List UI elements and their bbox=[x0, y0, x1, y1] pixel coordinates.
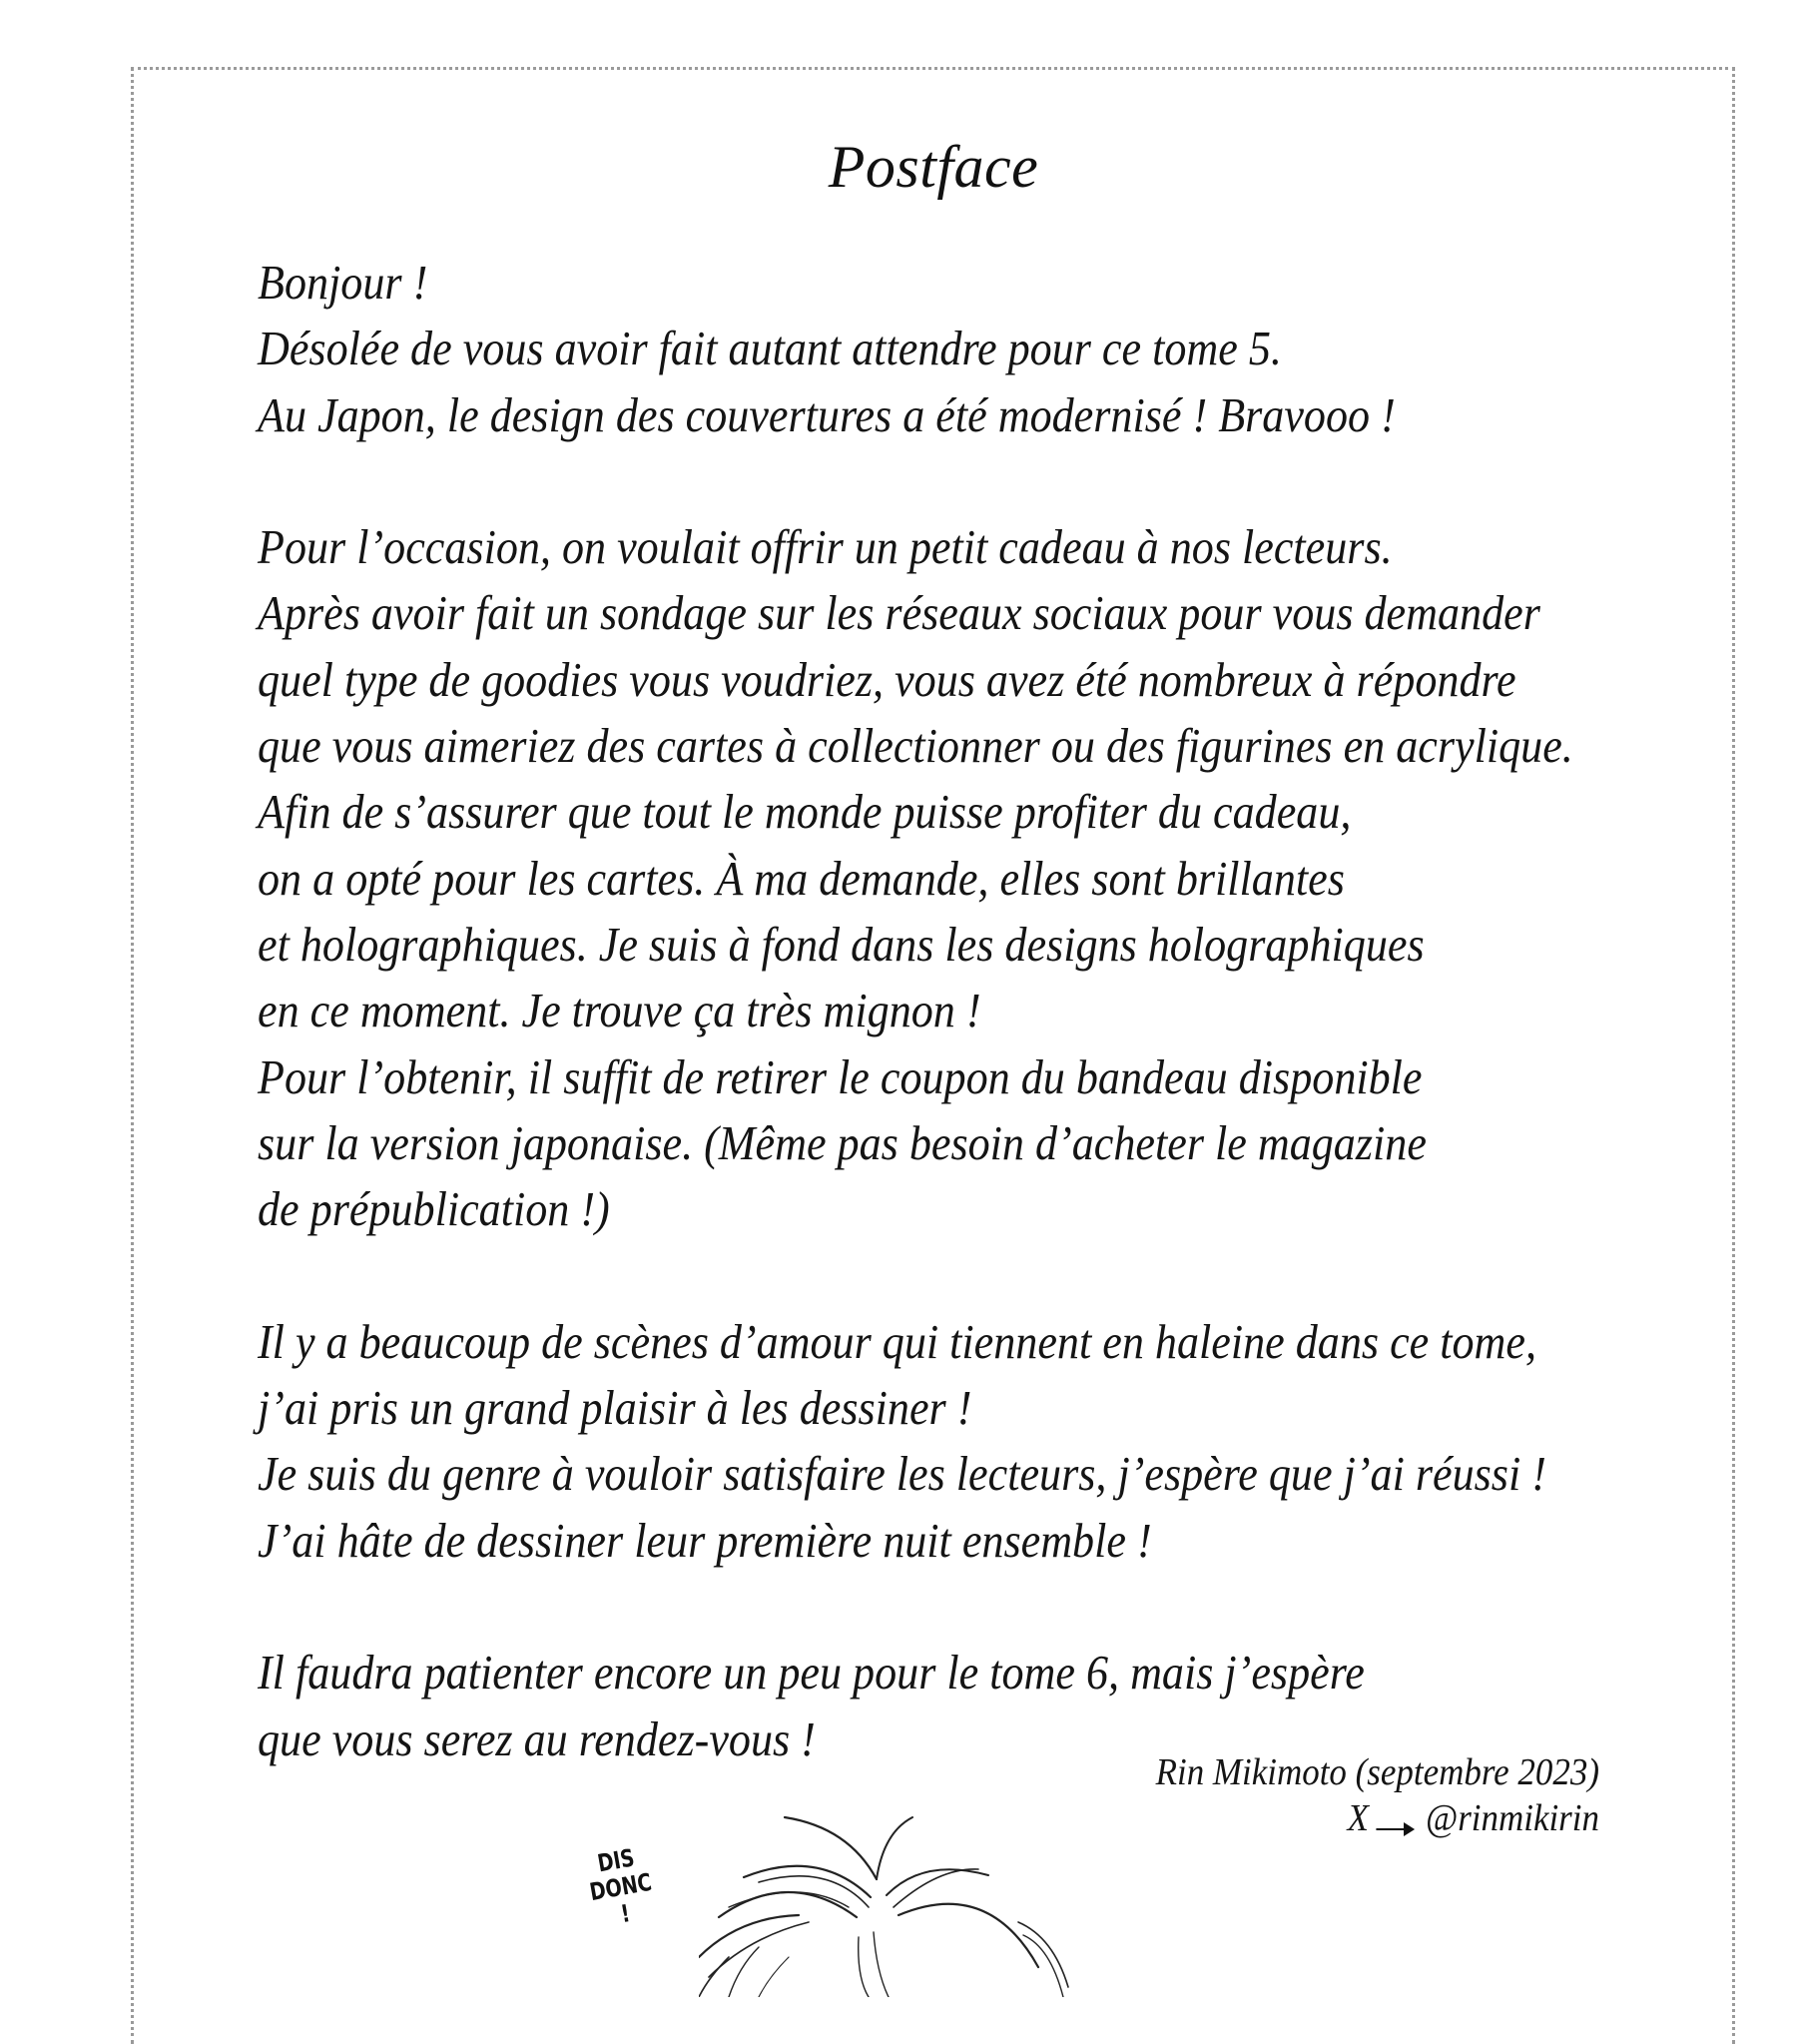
hair-strand bbox=[729, 1892, 849, 1907]
author-signature: Rin Mikimoto (septembre 2023) bbox=[1155, 1751, 1599, 1793]
hair-strand bbox=[874, 1932, 889, 1997]
text-line: on a opté pour les cartes. À ma demande, elles sont brillantes bbox=[258, 850, 1345, 906]
paragraph-gap bbox=[258, 448, 1755, 514]
text-line: Bonjour ! bbox=[258, 255, 428, 310]
text-line: et holographiques. Je suis à fond dans les designs holographiques bbox=[258, 916, 1425, 972]
hair-strand bbox=[887, 1869, 988, 1895]
sfx-word: DIS bbox=[595, 1843, 637, 1878]
text-line: quel type de goodies vous voudriez, vous avez été nombreux à répondre bbox=[258, 651, 1516, 707]
text-line: j’ai pris un grand plaisir à les dessiner ! bbox=[258, 1380, 972, 1436]
hair-strand bbox=[759, 1957, 789, 1997]
page-title-text: Postface bbox=[828, 134, 1039, 200]
right-arrow-icon bbox=[1376, 1828, 1413, 1830]
text-line: en ce moment. Je trouve ça très mignon ! bbox=[258, 983, 981, 1038]
text-line: J’ai hâte de dessiner leur première nuit ensemble ! bbox=[258, 1512, 1152, 1568]
hair-strand bbox=[709, 1922, 809, 1977]
paragraph-gap bbox=[258, 1242, 1755, 1308]
hair-strand bbox=[898, 1904, 1038, 1967]
sfx-word: ! bbox=[618, 1899, 633, 1929]
hair-strand bbox=[785, 1817, 877, 1879]
hair-strand bbox=[1018, 1922, 1068, 1987]
social-handle-row bbox=[1156, 1795, 1599, 1841]
hair-strand bbox=[1023, 1935, 1063, 1997]
text-line: Afin de s’assurer que tout le monde puisse profiter du cadeau, bbox=[258, 784, 1352, 840]
text-line: de prépublication !) bbox=[258, 1181, 610, 1237]
hair-strand bbox=[877, 1817, 912, 1879]
text-line: Pour l’occasion, on voulait offrir un petit cadeau à nos lecteurs. bbox=[258, 519, 1393, 575]
sfx-word: DONC bbox=[587, 1867, 654, 1907]
paragraph-gap bbox=[258, 1574, 1755, 1640]
hair-strand bbox=[759, 1876, 869, 1907]
page-title bbox=[0, 132, 1797, 202]
hair-strand bbox=[699, 1915, 799, 1957]
signature-block bbox=[1117, 1749, 1599, 1841]
social-handle: @rinmikirin bbox=[1426, 1797, 1599, 1839]
text-line: sur la version japonaise. (Même pas besoin d’acheter le magazine bbox=[258, 1114, 1427, 1170]
text-line: que vous serez au rendez-vous ! bbox=[258, 1710, 816, 1766]
hair-strand bbox=[729, 1947, 759, 1997]
text-line: Je suis du genre à vouloir satisfaire les lecteurs, j’espère que j’ai réussi ! bbox=[258, 1446, 1546, 1502]
hair-strand bbox=[894, 1869, 978, 1907]
character-hair-illustration bbox=[699, 1807, 1098, 1997]
hair-strand bbox=[859, 1937, 869, 1997]
hair-strand bbox=[719, 1892, 857, 1917]
text-line: Pour l’obtenir, il suffit de retirer le coupon du bandeau disponible bbox=[258, 1048, 1423, 1104]
postface-body bbox=[258, 250, 1755, 1772]
text-line: Au Japon, le design des couvertures a été modernisé ! Bravooo ! bbox=[258, 386, 1396, 442]
text-line: Désolée de vous avoir fait autant attendre pour ce tome 5. bbox=[258, 321, 1282, 376]
social-network-label: X bbox=[1347, 1797, 1370, 1839]
text-line: que vous aimeriez des cartes à collectionner ou des figurines en acrylique. bbox=[258, 718, 1573, 774]
text-line: Il faudra patienter encore un peu pour le tome 6, mais j’espère bbox=[258, 1645, 1365, 1701]
text-line: Il y a beaucoup de scènes d’amour qui tiennent en haleine dans ce tome, bbox=[258, 1313, 1536, 1369]
text-line: Après avoir fait un sondage sur les réseaux sociaux pour vous demander bbox=[258, 585, 1540, 641]
